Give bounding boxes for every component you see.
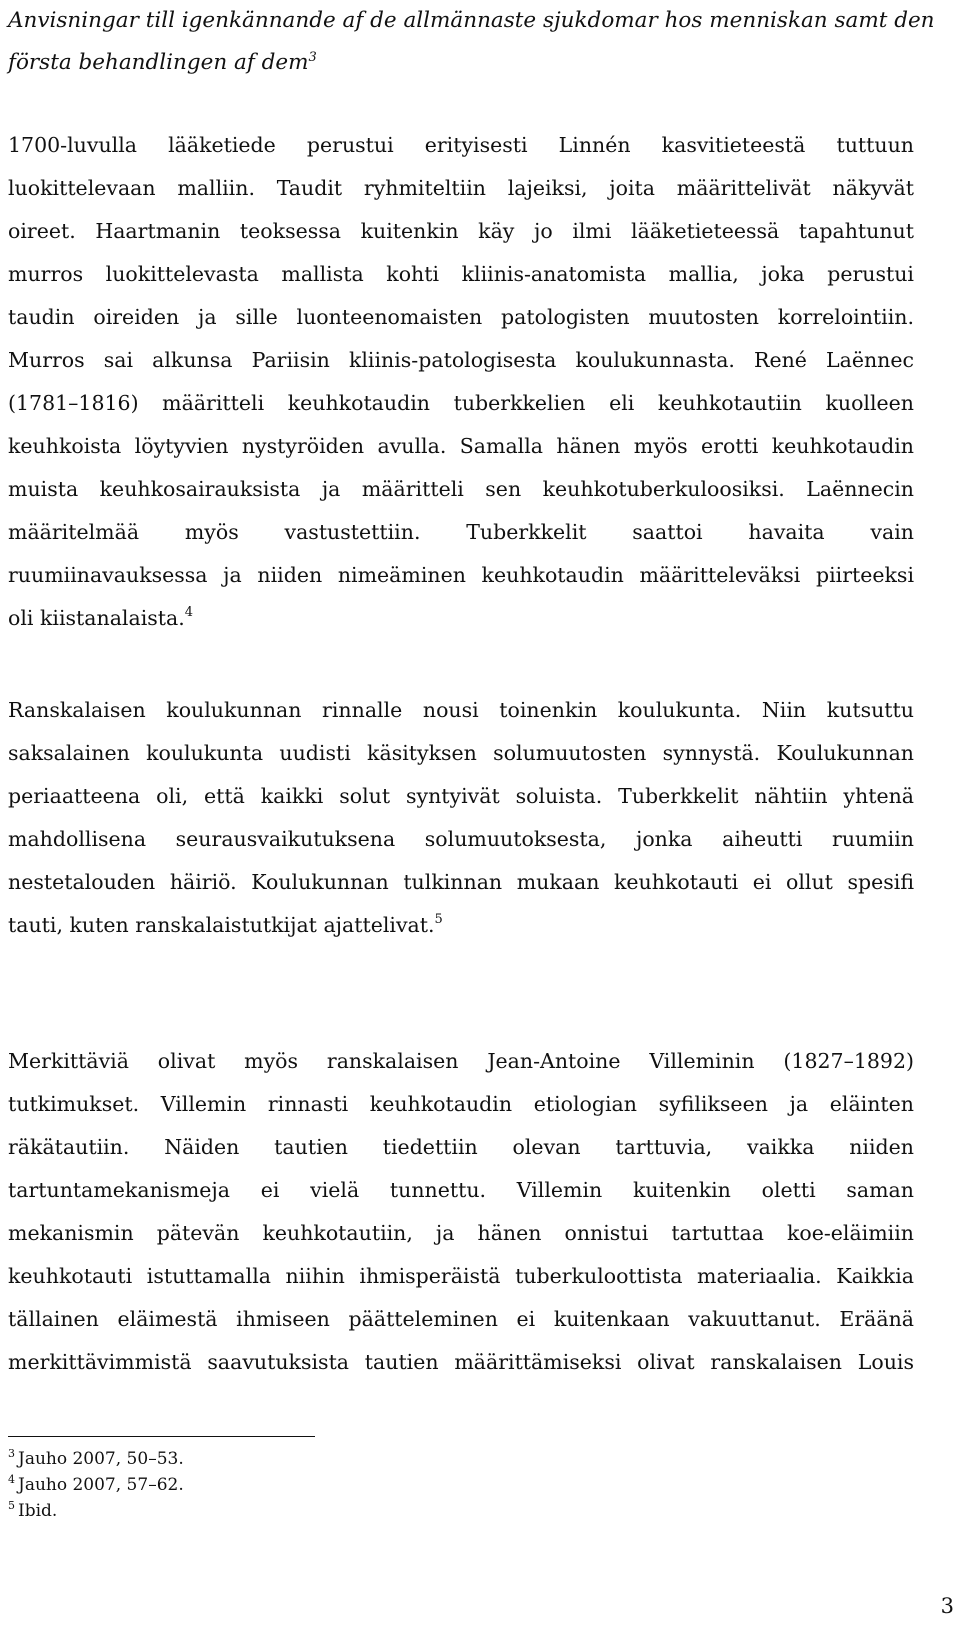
text-line: taudin oireiden ja sille luonteenomaisten patologisten muutosten korrelointiin. <box>8 305 914 329</box>
footnote-text: Ibid. <box>18 1501 58 1521</box>
text-line: oireet. Haartmanin teoksessa kuitenkin käy jo ilmi lääketieteessä tapahtunut <box>8 219 914 243</box>
paragraph <box>8 689 914 947</box>
footnote-number: 3 <box>8 1447 15 1460</box>
page-number: 3 <box>940 1594 954 1618</box>
text-line: keuhkoista löytyvien nystyröiden avulla. Samalla hänen myös erotti keuhkotaudin <box>8 434 914 458</box>
section-heading <box>8 0 935 84</box>
footnote-number: 5 <box>8 1499 15 1512</box>
text-line: nestetalouden häiriö. Koulukunnan tulkinnan mukaan keuhkotauti ei ollut spesifi <box>8 870 914 894</box>
heading-line: första behandlingen af dem <box>8 50 309 75</box>
footnote <box>8 1472 184 1498</box>
text-line: tällainen eläimestä ihmiseen päätteleminen ei kuitenkaan vakuuttanut. Eräänä <box>8 1307 914 1331</box>
text-line: (1781–1816) määritteli keuhkotaudin tuberkkelien eli keuhkotautiin kuolleen <box>8 391 914 415</box>
footnote-number: 4 <box>8 1473 15 1486</box>
footnote <box>8 1498 184 1524</box>
footnote-ref: 5 <box>434 912 443 927</box>
text-line: mahdollisena seurausvaikutuksena solumuutoksesta, jonka aiheutti ruumiin <box>8 827 914 851</box>
footnote-ref: 3 <box>308 50 317 65</box>
text-line: murros luokittelevasta mallista kohti kliinis-anatomista mallia, joka perustui <box>8 262 914 286</box>
text-line: Ranskalaisen koulukunnan rinnalle nousi toinenkin koulukunta. Niin kutsuttu <box>8 698 914 722</box>
text-line: räkätautiin. Näiden tautien tiedettiin olevan tarttuvia, vaikka niiden <box>8 1135 914 1159</box>
text-line <box>8 597 914 640</box>
footnote <box>8 1446 184 1472</box>
text-line-content: oli kiistanalaista. <box>8 606 185 630</box>
paragraph <box>8 1040 914 1384</box>
footnotes <box>8 1446 184 1524</box>
heading-line: Anvisningar till igenkännande af de allmännaste sjukdomar hos menniskan samt den <box>8 8 935 33</box>
text-line: ruumiinavauksessa ja niiden nimeäminen keuhkotaudin määritteleväksi piirteeksi <box>8 563 914 587</box>
text-line: muista keuhkosairauksista ja määritteli sen keuhkotuberkuloosiksi. Laënnecin <box>8 477 914 501</box>
footnote-ref: 4 <box>184 605 194 620</box>
footnote-text: Jauho 2007, 57–62. <box>18 1475 184 1495</box>
text-line: määritelmää myös vastustettiin. Tuberkkelit saattoi havaita vain <box>8 520 914 544</box>
text-line: tutkimukset. Villemin rinnasti keuhkotaudin etiologian syfilikseen ja eläinten <box>8 1092 914 1116</box>
text-line: Murros sai alkunsa Pariisin kliinis-patologisesta koulukunnasta. René Laënnec <box>8 348 914 372</box>
text-line: Merkittäviä olivat myös ranskalaisen Jean-Antoine Villeminin (1827–1892) <box>8 1049 914 1073</box>
text-line: merkittävimmistä saavutuksista tautien määrittämiseksi olivat ranskalaisen Louis <box>8 1350 914 1374</box>
text-line: periaatteena oli, että kaikki solut syntyivät soluista. Tuberkkelit nähtiin yhtenä <box>8 784 914 808</box>
text-line: keuhkotauti istuttamalla niihin ihmisperäistä tuberkuloottista materiaalia. Kaikkia <box>8 1264 914 1288</box>
paragraph <box>8 124 914 640</box>
text-line: tartuntamekanismeja ei vielä tunnettu. Villemin kuitenkin oletti saman <box>8 1178 914 1202</box>
text-line: saksalainen koulukunta uudisti käsityksen solumuutosten synnystä. Koulukunnan <box>8 741 914 765</box>
text-line: luokittelevaan malliin. Taudit ryhmiteltiin lajeiksi, joita määrittelivät näkyvät <box>8 176 914 200</box>
footnote-text: Jauho 2007, 50–53. <box>18 1449 184 1469</box>
text-line: mekanismin pätevän keuhkotautiin, ja hänen onnistui tartuttaa koe-eläimiin <box>8 1221 914 1245</box>
footnote-separator <box>8 1436 315 1437</box>
document-page <box>8 0 935 1640</box>
text-line <box>8 904 914 947</box>
text-line-content: tauti, kuten ranskalaistutkijat ajattelivat. <box>8 913 435 937</box>
text-line: 1700-luvulla lääketiede perustui erityisesti Linnén kasvitieteestä tuttuun <box>8 133 914 157</box>
